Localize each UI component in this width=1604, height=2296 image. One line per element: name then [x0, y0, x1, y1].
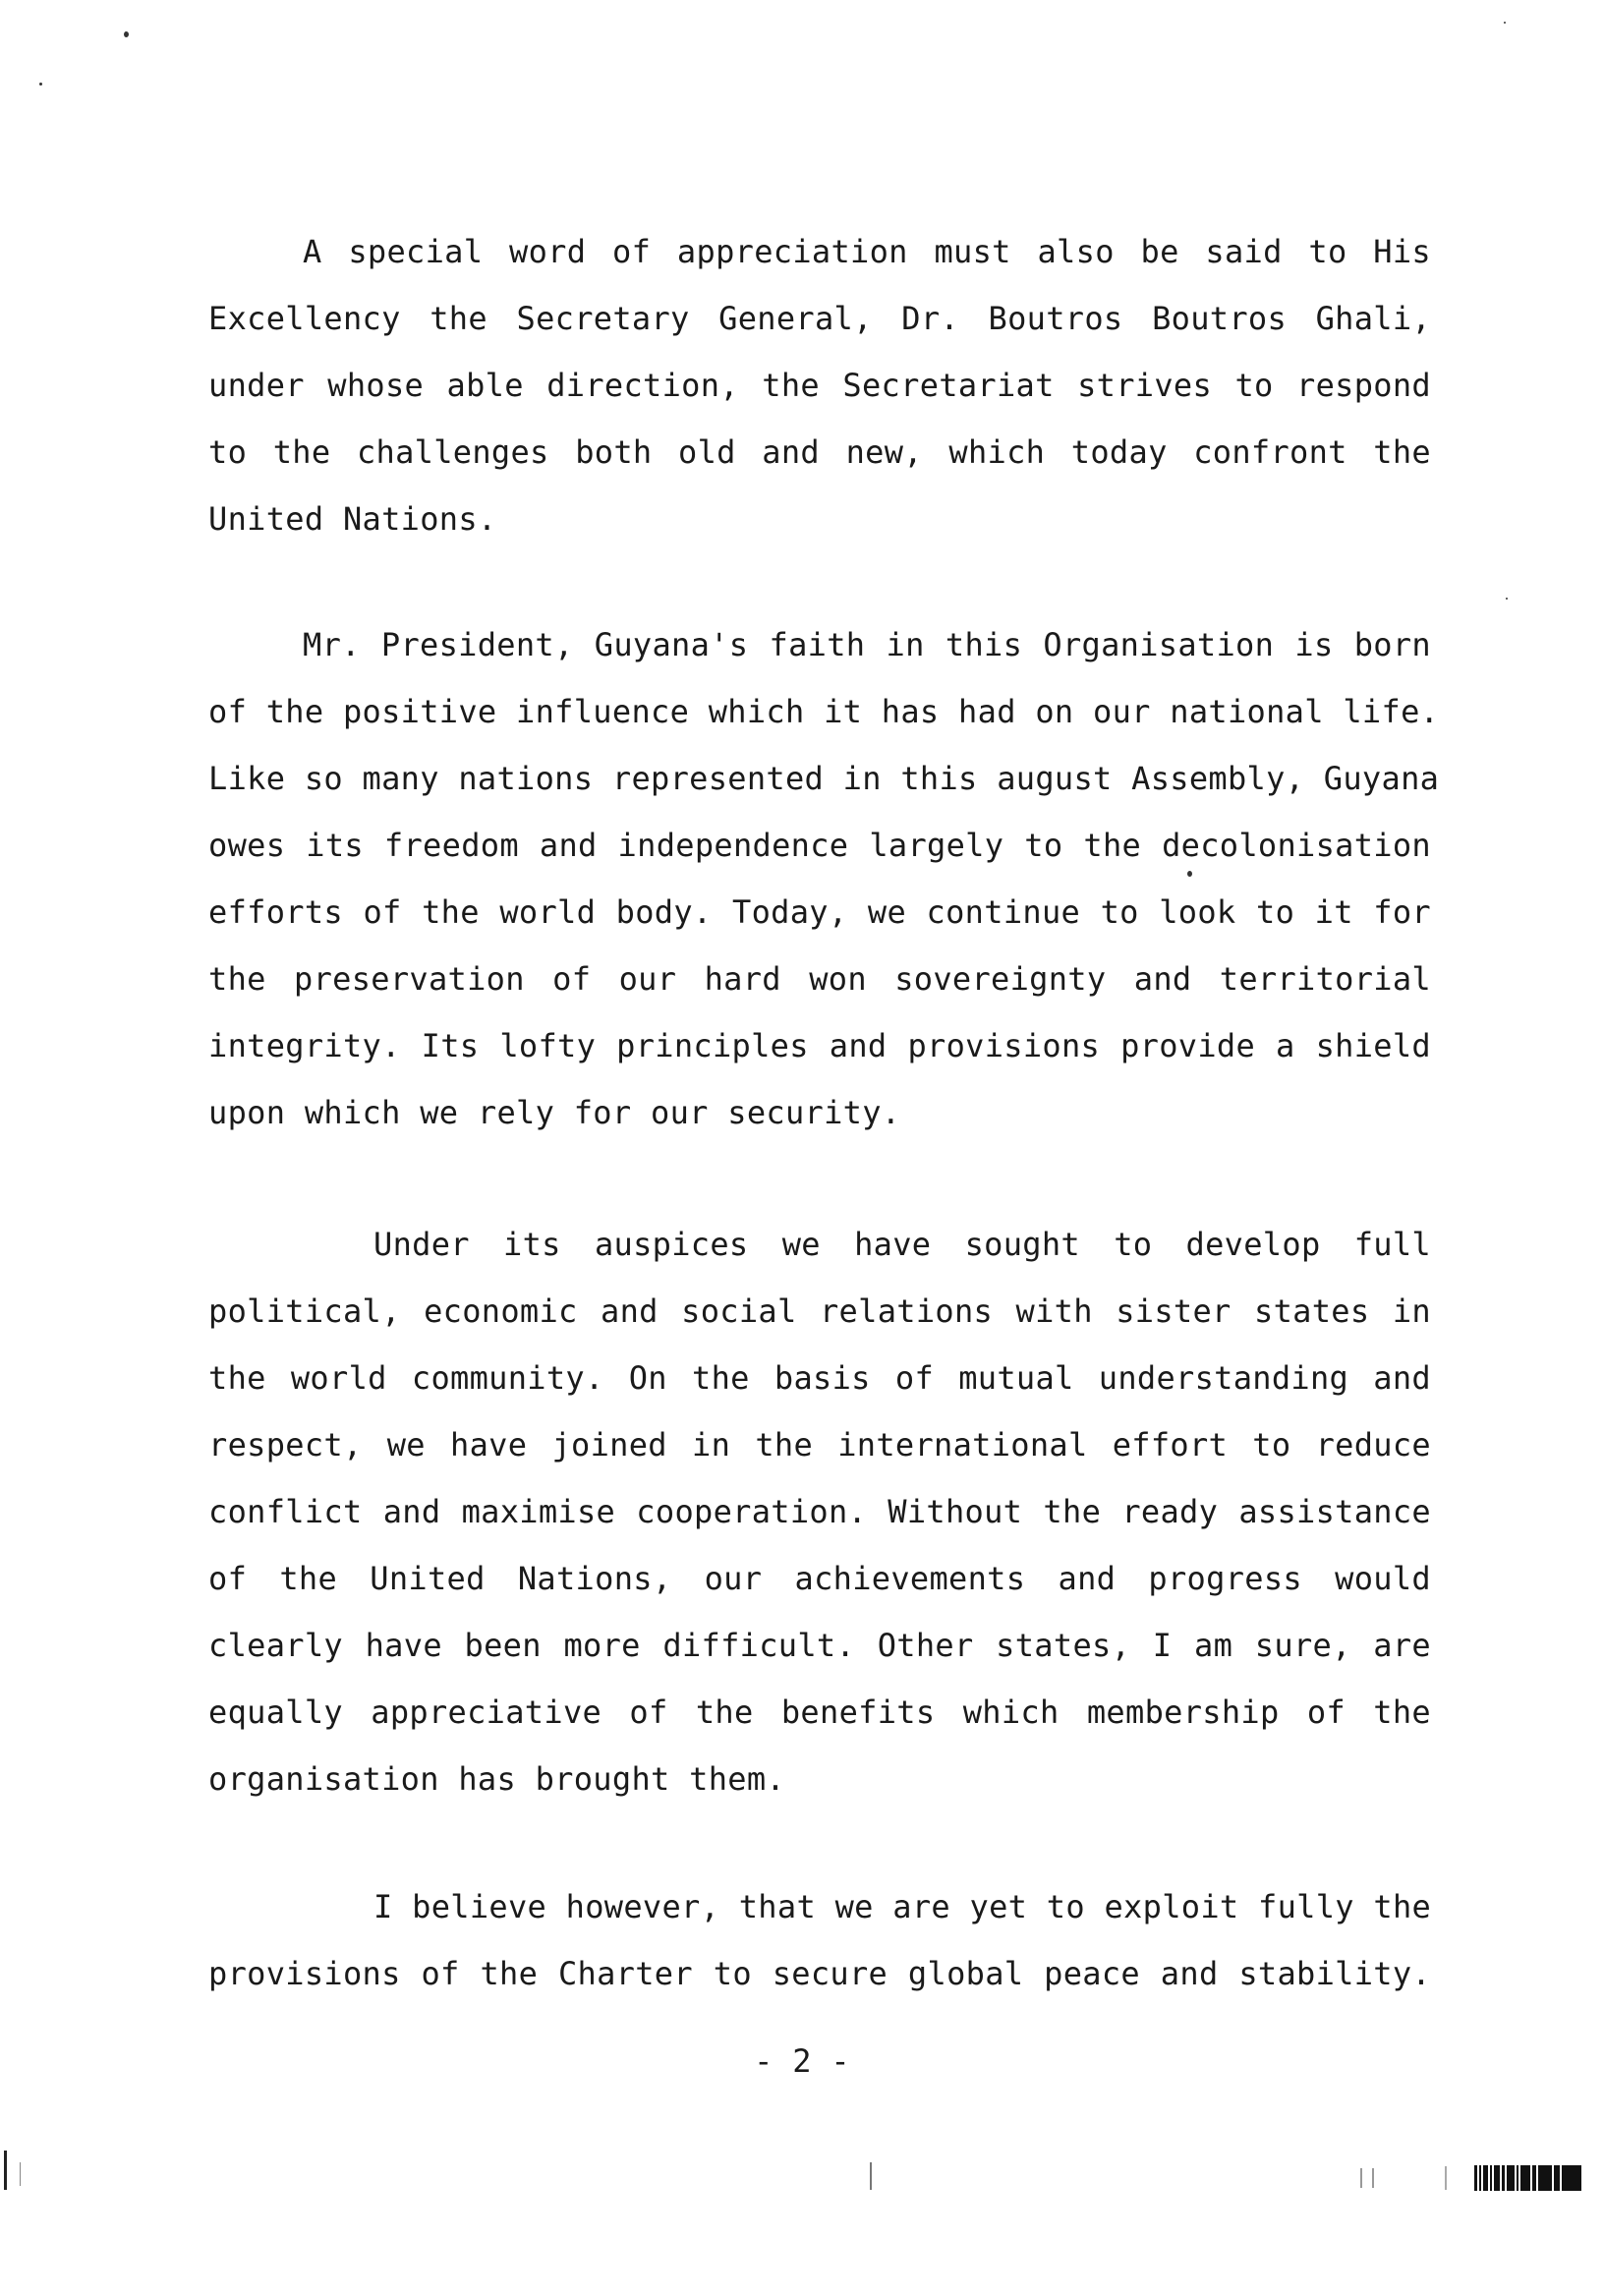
- scan-edge-mark: [1372, 2168, 1374, 2188]
- paragraph-line: I believe however, that we are yet to exploit fully the: [373, 1888, 1432, 1925]
- page-number: - 2 -: [754, 2042, 850, 2080]
- paragraph-charter: [208, 1873, 1431, 2007]
- paragraph-guyana-faith: [208, 611, 1440, 1146]
- paragraph-line: of the positive influence which it has had on our national life.: [208, 693, 1440, 730]
- paragraph-appreciation: [208, 218, 1431, 552]
- scan-speck: [124, 31, 129, 37]
- scan-edge-mark: [1445, 2166, 1447, 2190]
- paragraph-line: Under its auspices we have sought to develop full: [373, 1226, 1431, 1263]
- scan-edge-mark: [870, 2162, 872, 2190]
- scan-speck: [39, 83, 42, 86]
- paragraph-line: efforts of the world body. Today, we continue to look to it for: [208, 893, 1431, 931]
- scan-edge-mark: [20, 2162, 21, 2186]
- paragraph-line: Mr. President, Guyana's faith in this Organisation is born: [303, 626, 1431, 663]
- paragraph-line: the world community. On the basis of mutual understanding and: [208, 1359, 1431, 1397]
- paragraph-line: political, economic and social relations with sister states in: [208, 1292, 1431, 1330]
- paragraph-line: under whose able direction, the Secretariat strives to respond: [208, 367, 1431, 404]
- paragraph-line: provisions of the Charter to secure global peace and stability.: [208, 1955, 1431, 1992]
- paragraph-line: integrity. Its lofty principles and provisions provide a shield: [208, 1027, 1431, 1064]
- scan-edge-mark: [1360, 2168, 1362, 2188]
- scan-speck: [1506, 598, 1508, 600]
- paragraph-line: respect, we have joined in the international effort to reduce: [208, 1426, 1431, 1464]
- scan-barcode-mark: [1474, 2165, 1590, 2191]
- paragraph-line: clearly have been more difficult. Other states, I am sure, are: [208, 1627, 1431, 1664]
- paragraph-line: A special word of appreciation must also be said to His: [303, 233, 1431, 270]
- paragraph-line: United Nations.: [208, 500, 497, 538]
- paragraph-line: of the United Nations, our achievements and progress would: [208, 1560, 1431, 1597]
- paragraph-line: owes its freedom and independence largely to the decolonisation: [208, 827, 1431, 864]
- paragraph-line: conflict and maximise cooperation. Without the ready assistance: [208, 1493, 1431, 1530]
- paragraph-line: Excellency the Secretary General, Dr. Boutros Boutros Ghali,: [208, 300, 1431, 337]
- paragraph-line: the preservation of our hard won sovereignty and territorial: [208, 960, 1431, 998]
- scan-speck: [1187, 871, 1192, 877]
- paragraph-line: organisation has brought them.: [208, 1760, 785, 1798]
- paragraph-line: upon which we rely for our security.: [208, 1094, 901, 1131]
- scan-speck: [1504, 22, 1506, 24]
- paragraph-line: equally appreciative of the benefits which membership of the: [208, 1693, 1431, 1731]
- paragraph-auspices: [208, 1211, 1431, 1812]
- paragraph-line: Like so many nations represented in this august Assembly, Guyana: [208, 760, 1440, 797]
- scan-edge-mark: [4, 2151, 7, 2190]
- paragraph-line: to the challenges both old and new, which today confront the: [208, 433, 1431, 471]
